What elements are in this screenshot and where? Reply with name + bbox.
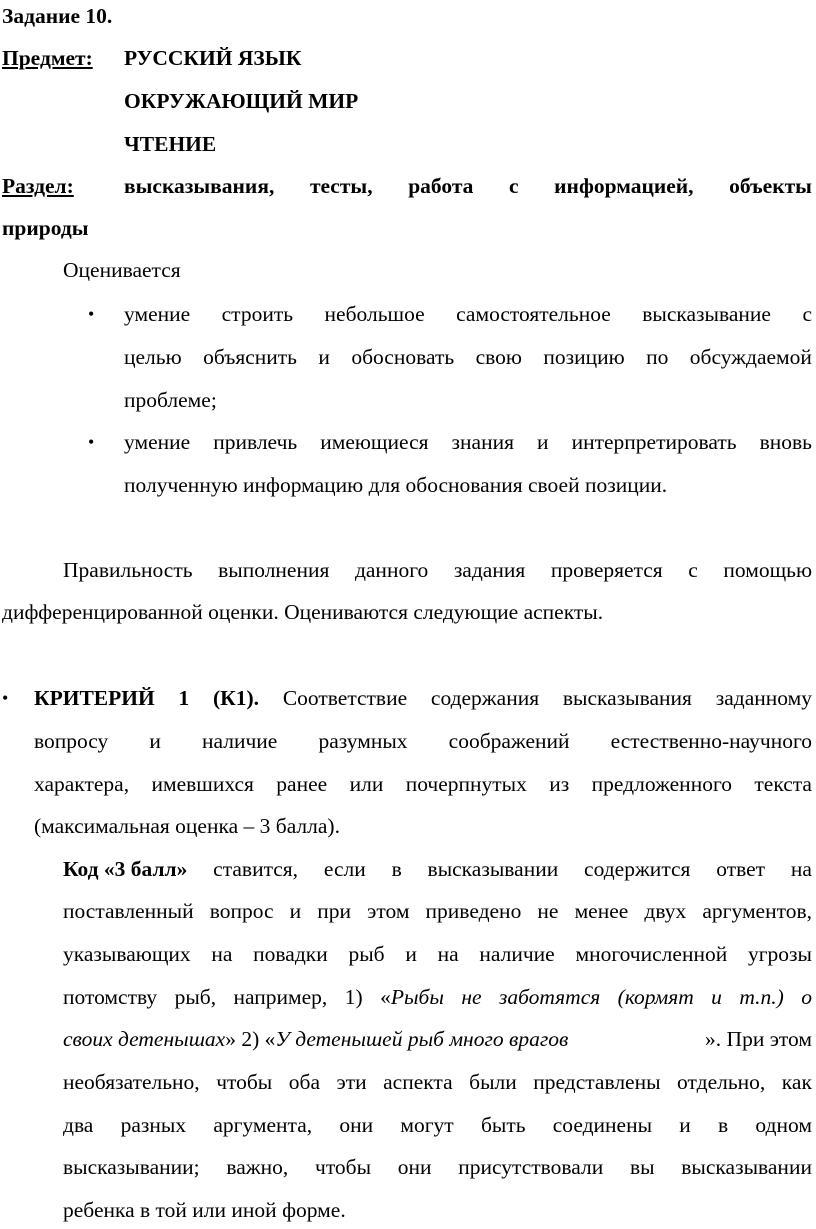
code-line9: ребенка в той или иной форме.	[63, 1198, 346, 1222]
word: не	[461, 985, 482, 1009]
word: КРИТЕРИЙ	[34, 686, 155, 710]
word: привлечь	[213, 430, 298, 454]
word: рыб	[348, 942, 385, 966]
word: выполнения	[218, 558, 330, 582]
word: приведено	[425, 899, 522, 923]
word: не	[537, 899, 559, 923]
bullet-icon: •	[2, 688, 9, 708]
code-line6	[63, 1068, 812, 1096]
code-label: Код «3 балл»	[63, 857, 188, 881]
word: высказывания	[562, 686, 692, 710]
criterion-line4: (максимальная оценка – 3 балла).	[34, 814, 340, 838]
code-line3	[63, 940, 812, 968]
quote-separator: » 2) «	[225, 1027, 276, 1051]
bullet-icon: •	[88, 304, 95, 324]
word: позицию	[543, 345, 625, 369]
word: соображений	[448, 729, 570, 753]
word: могут	[400, 1113, 454, 1137]
word: проверяется	[550, 558, 663, 582]
assessed-item-1-line3: проблеме;	[124, 388, 217, 412]
word: они	[339, 1113, 374, 1137]
word: заботятся	[498, 985, 601, 1009]
word: как	[781, 1070, 812, 1094]
criterion-line2	[34, 727, 812, 755]
word: два	[63, 1113, 94, 1137]
word: Соответствие	[282, 686, 408, 710]
word: и	[149, 729, 161, 753]
word: умение	[124, 302, 191, 326]
word: о	[801, 985, 812, 1009]
word: в	[718, 1113, 729, 1137]
word: аргументов,	[702, 899, 812, 923]
code-line7	[63, 1111, 812, 1139]
word: по	[646, 345, 669, 369]
criterion-line1	[34, 684, 812, 712]
word: задания	[453, 558, 526, 582]
word: ставится,	[213, 857, 299, 881]
code-line8	[63, 1153, 812, 1181]
subject-3: ЧТЕНИЕ	[124, 132, 217, 156]
bullet-icon: •	[88, 432, 95, 452]
word: Рыбы	[390, 985, 444, 1009]
word: имеющиеся	[320, 430, 429, 454]
word: естественно-научного	[610, 729, 812, 753]
word: и	[405, 942, 417, 966]
correctness-line2: дифференцированной оценки. Оцениваются следующие аспекты.	[2, 600, 604, 624]
word: 1)	[344, 985, 363, 1009]
word: самостоятельное	[456, 302, 611, 326]
section-tail: природы	[2, 216, 89, 240]
word: объяснить	[203, 345, 297, 369]
word: ранее	[276, 772, 328, 796]
code-line2	[63, 897, 812, 925]
word: на	[790, 857, 812, 881]
section-label: Раздел:	[2, 174, 74, 198]
word: рыб,	[174, 985, 217, 1009]
word: и	[289, 899, 302, 923]
word: Правильность	[63, 558, 193, 582]
word: имевшихся	[151, 772, 254, 796]
code-line4	[63, 983, 812, 1011]
word: почерпнутых	[405, 772, 527, 796]
word: отдельно,	[677, 1070, 766, 1094]
subject-1: РУССКИЙ ЯЗЫК	[124, 46, 302, 70]
word: вопрос	[209, 899, 274, 923]
word: с	[802, 302, 812, 326]
word: многочисленной	[575, 942, 728, 966]
word: знания	[451, 430, 514, 454]
word: быть	[480, 1113, 526, 1137]
word: заданному	[715, 686, 812, 710]
word: и	[711, 985, 722, 1009]
word: двух	[644, 899, 687, 923]
word: характера,	[34, 772, 130, 796]
word: текста	[754, 772, 812, 796]
code-line5	[63, 1025, 812, 1053]
word: были	[469, 1070, 517, 1094]
word: целью	[124, 345, 182, 369]
assessed-item-2-line1	[124, 428, 812, 456]
code-line1	[63, 855, 812, 883]
word: чтобы	[216, 1070, 273, 1094]
word: соединены	[552, 1113, 653, 1137]
assessed-item-1-line2	[124, 343, 812, 371]
assessed-label: Оценивается	[63, 258, 181, 282]
word: строить	[221, 302, 294, 326]
correctness-line1	[63, 556, 812, 584]
word: наличие	[479, 942, 555, 966]
word: высказывании	[427, 857, 559, 881]
word: разных	[120, 1113, 187, 1137]
word: небольшое	[324, 302, 425, 326]
word: на	[437, 942, 459, 966]
word: и	[318, 345, 330, 369]
criterion-line3	[34, 770, 812, 798]
word: наличие	[202, 729, 278, 753]
word: если	[323, 857, 366, 881]
assessed-item-2-line2: полученную информацию для обоснования своей позиции.	[124, 473, 668, 497]
word: работа	[408, 174, 474, 198]
section-line	[124, 172, 812, 200]
quoted-start	[380, 983, 444, 1011]
word: важно,	[226, 1155, 289, 1179]
word: информацией,	[554, 174, 694, 198]
word: представлены	[533, 1070, 661, 1094]
word: тесты,	[309, 174, 373, 198]
example-2-text: У детенышей рыб много врагов	[275, 1027, 569, 1051]
word: вопросу	[34, 729, 109, 753]
word: вы	[629, 1155, 655, 1179]
word: они	[397, 1155, 432, 1179]
word: в	[391, 857, 402, 881]
word: аспекта	[383, 1070, 453, 1094]
word: разумных	[318, 729, 408, 753]
word: повадки	[253, 942, 328, 966]
word: высказывании;	[63, 1155, 200, 1179]
word: или	[349, 772, 384, 796]
word: свою	[475, 345, 522, 369]
word: и	[537, 430, 549, 454]
word: аргумента,	[213, 1113, 313, 1137]
word: потомству	[63, 985, 158, 1009]
word: ответ	[716, 857, 766, 881]
word: (К1).	[213, 686, 260, 710]
word: указывающих	[63, 942, 191, 966]
word: помощью	[723, 558, 812, 582]
word: высказывании	[681, 1155, 812, 1179]
word: интерпретировать	[571, 430, 737, 454]
word: вновь	[759, 430, 812, 454]
word: 1	[178, 686, 190, 710]
word: менее	[574, 899, 629, 923]
subject-2: ОКРУЖАЮЩИЙ МИР	[124, 89, 359, 113]
assessed-item-1-line1	[124, 300, 812, 328]
word: (кормят	[617, 985, 694, 1009]
word: обсуждаемой	[689, 345, 812, 369]
word: умение	[124, 430, 191, 454]
word: содержания	[430, 686, 540, 710]
word: данного	[354, 558, 429, 582]
word: при	[317, 899, 352, 923]
word: присутствовали	[458, 1155, 604, 1179]
word: объекты	[729, 174, 812, 198]
word: т.п.)	[739, 985, 784, 1009]
word: обосновать	[351, 345, 455, 369]
word: этом	[367, 899, 410, 923]
word: высказывания,	[124, 174, 275, 198]
word: эти	[336, 1070, 367, 1094]
word: оба	[288, 1070, 320, 1094]
word: на	[211, 942, 233, 966]
word: с	[509, 174, 519, 198]
subject-label: Предмет:	[2, 46, 93, 70]
word: с	[688, 558, 698, 582]
word: необязательно,	[63, 1070, 200, 1094]
code-line5-end: ». При этом	[705, 1027, 812, 1051]
word: угрозы	[747, 942, 812, 966]
word: и	[679, 1113, 691, 1137]
word: высказывание	[642, 302, 771, 326]
open-quote: «	[380, 985, 391, 1009]
task-title: Задание 10.	[2, 4, 113, 28]
word: например,	[233, 985, 328, 1009]
word: поставленный	[63, 899, 194, 923]
word: одном	[755, 1113, 812, 1137]
word: предложенного	[591, 772, 732, 796]
word: содержится	[584, 857, 691, 881]
word: из	[549, 772, 570, 796]
word: чтобы	[315, 1155, 372, 1179]
example-1-text: своих детенышах	[63, 1027, 226, 1051]
